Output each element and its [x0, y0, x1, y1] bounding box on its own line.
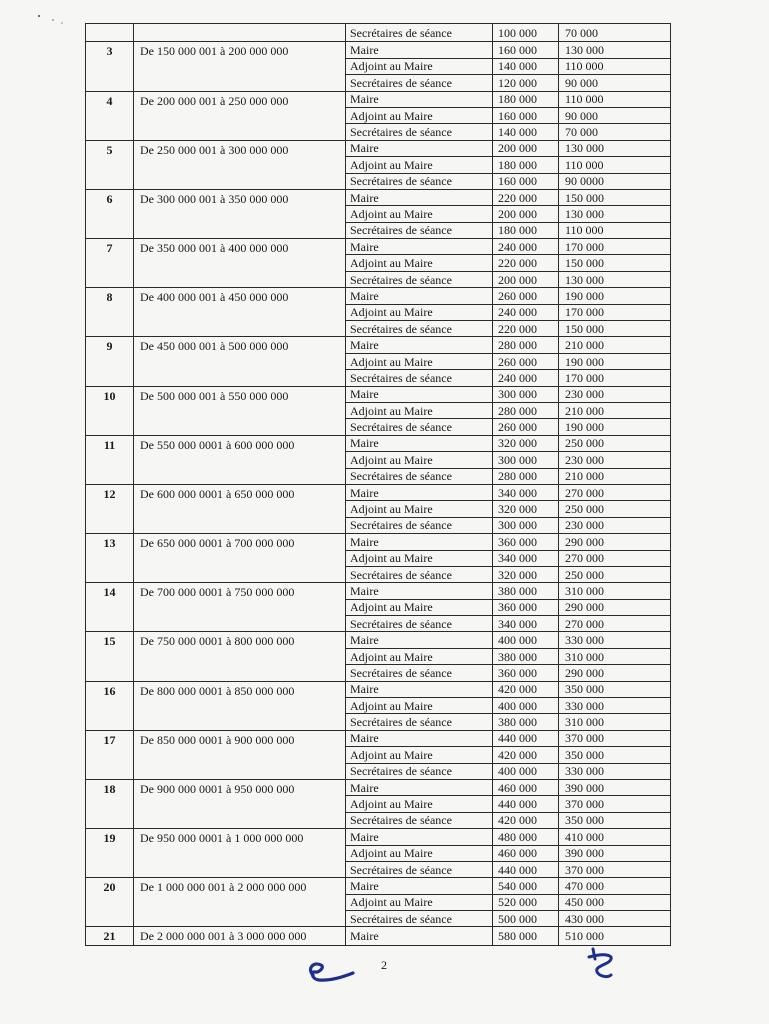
role-cell: Maire — [346, 140, 493, 156]
role-cell: Adjoint au Maire — [346, 452, 493, 468]
amount-cell: 440 000 — [493, 796, 559, 812]
amount-cell: 230 000 — [559, 452, 671, 468]
table-row — [86, 681, 671, 697]
role-cell: Secrétaires de séance — [346, 222, 493, 238]
amount-cell: 330 000 — [559, 632, 671, 648]
row-number-cell: 20 — [86, 878, 134, 927]
amount-cell: 260 000 — [493, 288, 559, 304]
amount-cell: 310 000 — [559, 714, 671, 730]
amount-cell: 230 000 — [559, 386, 671, 402]
amount-cell: 400 000 — [493, 763, 559, 779]
amount-cell: 390 000 — [559, 779, 671, 795]
table-row — [86, 779, 671, 795]
amount-cell: 70 000 — [559, 24, 671, 42]
amount-cell: 430 000 — [559, 911, 671, 927]
table-row — [86, 484, 671, 500]
amount-cell: 210 000 — [559, 337, 671, 353]
amount-cell: 150 000 — [559, 255, 671, 271]
amount-cell: 320 000 — [493, 566, 559, 582]
page-number: 2 — [381, 958, 387, 972]
amount-cell: 140 000 — [493, 124, 559, 140]
revenue-range-cell: De 550 000 0001 à 600 000 000 — [134, 435, 346, 484]
amount-cell: 280 000 — [493, 468, 559, 484]
amount-cell: 460 000 — [493, 779, 559, 795]
amount-cell: 110 000 — [559, 91, 671, 107]
table-row — [86, 24, 671, 42]
revenue-range-cell: De 250 000 001 à 300 000 000 — [134, 140, 346, 189]
row-number-cell: 9 — [86, 337, 134, 386]
role-cell: Secrétaires de séance — [346, 566, 493, 582]
amount-cell: 240 000 — [493, 304, 559, 320]
amount-cell: 200 000 — [493, 140, 559, 156]
table-row — [86, 435, 671, 451]
table-row — [86, 239, 671, 255]
revenue-range-cell: De 750 000 0001 à 800 000 000 — [134, 632, 346, 681]
role-cell: Adjoint au Maire — [346, 206, 493, 222]
amount-cell: 450 000 — [559, 894, 671, 910]
amount-cell: 290 000 — [559, 665, 671, 681]
amount-cell: 180 000 — [493, 222, 559, 238]
amount-cell: 520 000 — [493, 894, 559, 910]
role-cell: Maire — [346, 779, 493, 795]
amount-cell: 300 000 — [493, 452, 559, 468]
amount-cell: 180 000 — [493, 91, 559, 107]
amount-cell: 110 000 — [559, 157, 671, 173]
role-cell: Maire — [346, 386, 493, 402]
role-cell: Secrétaires de séance — [346, 714, 493, 730]
handwritten-signature-icon — [303, 955, 355, 985]
row-number-cell: 14 — [86, 583, 134, 632]
amount-cell: 580 000 — [493, 927, 559, 945]
role-cell: Adjoint au Maire — [346, 599, 493, 615]
amount-cell: 110 000 — [559, 222, 671, 238]
role-cell: Secrétaires de séance — [346, 911, 493, 927]
role-cell: Secrétaires de séance — [346, 616, 493, 632]
amount-cell: 300 000 — [493, 386, 559, 402]
role-cell: Maire — [346, 829, 493, 845]
amount-cell: 130 000 — [559, 140, 671, 156]
amount-cell: 330 000 — [559, 698, 671, 714]
amount-cell: 90 000 — [559, 75, 671, 91]
role-cell: Maire — [346, 927, 493, 945]
amount-cell: 510 000 — [559, 927, 671, 945]
amount-cell: 130 000 — [559, 271, 671, 287]
revenue-range-cell: De 850 000 0001 à 900 000 000 — [134, 730, 346, 779]
role-cell: Maire — [346, 288, 493, 304]
revenue-range-cell: De 650 000 0001 à 700 000 000 — [134, 534, 346, 583]
revenue-range-cell: De 350 000 001 à 400 000 000 — [134, 239, 346, 288]
row-number-cell: 21 — [86, 927, 134, 945]
amount-cell: 210 000 — [559, 402, 671, 418]
amount-cell: 400 000 — [493, 698, 559, 714]
amount-cell: 360 000 — [493, 665, 559, 681]
revenue-range-cell: De 2 000 000 001 à 3 000 000 000 — [134, 927, 346, 945]
role-cell: Secrétaires de séance — [346, 124, 493, 140]
role-cell: Maire — [346, 484, 493, 500]
row-number-cell: 8 — [86, 288, 134, 337]
row-number-cell: 5 — [86, 140, 134, 189]
revenue-range-cell: De 450 000 001 à 500 000 000 — [134, 337, 346, 386]
amount-cell: 500 000 — [493, 911, 559, 927]
amount-cell: 90 0000 — [559, 173, 671, 189]
revenue-range-cell — [134, 24, 346, 42]
role-cell: Maire — [346, 730, 493, 746]
role-cell: Adjoint au Maire — [346, 501, 493, 517]
amount-cell: 150 000 — [559, 321, 671, 337]
amount-cell: 330 000 — [559, 763, 671, 779]
role-cell: Maire — [346, 337, 493, 353]
role-cell: Secrétaires de séance — [346, 419, 493, 435]
amount-cell: 250 000 — [559, 501, 671, 517]
table-row — [86, 632, 671, 648]
role-cell: Maire — [346, 878, 493, 894]
amount-cell: 120 000 — [493, 75, 559, 91]
row-number-cell: 11 — [86, 435, 134, 484]
role-cell: Adjoint au Maire — [346, 796, 493, 812]
table-row — [86, 878, 671, 894]
revenue-range-cell: De 150 000 001 à 200 000 000 — [134, 42, 346, 91]
amount-cell: 360 000 — [493, 534, 559, 550]
role-cell: Adjoint au Maire — [346, 304, 493, 320]
allowance-table — [85, 23, 671, 946]
amount-cell: 220 000 — [493, 189, 559, 205]
role-cell: Adjoint au Maire — [346, 107, 493, 123]
role-cell: Secrétaires de séance — [346, 665, 493, 681]
revenue-range-cell: De 400 000 001 à 450 000 000 — [134, 288, 346, 337]
amount-cell: 440 000 — [493, 730, 559, 746]
row-number-cell: 13 — [86, 534, 134, 583]
revenue-range-cell: De 800 000 0001 à 850 000 000 — [134, 681, 346, 730]
amount-cell: 370 000 — [559, 730, 671, 746]
role-cell: Adjoint au Maire — [346, 747, 493, 763]
amount-cell: 190 000 — [559, 353, 671, 369]
role-cell: Maire — [346, 534, 493, 550]
row-number-cell: 17 — [86, 730, 134, 779]
role-cell: Adjoint au Maire — [346, 157, 493, 173]
amount-cell: 350 000 — [559, 681, 671, 697]
role-cell: Maire — [346, 239, 493, 255]
role-cell: Secrétaires de séance — [346, 75, 493, 91]
amount-cell: 340 000 — [493, 616, 559, 632]
role-cell: Maire — [346, 91, 493, 107]
amount-cell: 170 000 — [559, 370, 671, 386]
amount-cell: 350 000 — [559, 747, 671, 763]
revenue-range-cell: De 700 000 0001 à 750 000 000 — [134, 583, 346, 632]
amount-cell: 190 000 — [559, 288, 671, 304]
role-cell: Maire — [346, 681, 493, 697]
table-row — [86, 288, 671, 304]
role-cell: Secrétaires de séance — [346, 861, 493, 877]
amount-cell: 230 000 — [559, 517, 671, 533]
row-number-cell: 7 — [86, 239, 134, 288]
amount-cell: 320 000 — [493, 435, 559, 451]
amount-cell: 310 000 — [559, 648, 671, 664]
role-cell: Adjoint au Maire — [346, 698, 493, 714]
amount-cell: 160 000 — [493, 42, 559, 58]
amount-cell: 270 000 — [559, 484, 671, 500]
role-cell: Adjoint au Maire — [346, 353, 493, 369]
amount-cell: 240 000 — [493, 239, 559, 255]
amount-cell: 190 000 — [559, 419, 671, 435]
revenue-range-cell: De 200 000 001 à 250 000 000 — [134, 91, 346, 140]
table-row — [86, 42, 671, 58]
amount-cell: 420 000 — [493, 747, 559, 763]
row-number-cell: 15 — [86, 632, 134, 681]
revenue-range-cell: De 950 000 0001 à 1 000 000 000 — [134, 829, 346, 878]
amount-cell: 70 000 — [559, 124, 671, 140]
role-cell: Secrétaires de séance — [346, 370, 493, 386]
amount-cell: 250 000 — [559, 435, 671, 451]
row-number-cell — [86, 24, 134, 42]
revenue-range-cell: De 500 000 001 à 550 000 000 — [134, 386, 346, 435]
scan-marks-icon — [35, 10, 85, 25]
table-row — [86, 927, 671, 945]
amount-cell: 350 000 — [559, 812, 671, 828]
amount-cell: 460 000 — [493, 845, 559, 861]
role-cell: Secrétaires de séance — [346, 812, 493, 828]
amount-cell: 170 000 — [559, 304, 671, 320]
role-cell: Secrétaires de séance — [346, 468, 493, 484]
row-number-cell: 18 — [86, 779, 134, 828]
amount-cell: 440 000 — [493, 861, 559, 877]
amount-cell: 270 000 — [559, 616, 671, 632]
amount-cell: 370 000 — [559, 861, 671, 877]
amount-cell: 390 000 — [559, 845, 671, 861]
amount-cell: 360 000 — [493, 599, 559, 615]
amount-cell: 320 000 — [493, 501, 559, 517]
row-number-cell: 19 — [86, 829, 134, 878]
amount-cell: 90 000 — [559, 107, 671, 123]
table-row — [86, 91, 671, 107]
amount-cell: 160 000 — [493, 107, 559, 123]
amount-cell: 380 000 — [493, 714, 559, 730]
amount-cell: 470 000 — [559, 878, 671, 894]
amount-cell: 260 000 — [493, 353, 559, 369]
role-cell: Maire — [346, 42, 493, 58]
revenue-range-cell: De 1 000 000 001 à 2 000 000 000 — [134, 878, 346, 927]
amount-cell: 400 000 — [493, 632, 559, 648]
amount-cell: 420 000 — [493, 681, 559, 697]
table-row — [86, 583, 671, 599]
amount-cell: 100 000 — [493, 24, 559, 42]
amount-cell: 240 000 — [493, 370, 559, 386]
role-cell: Adjoint au Maire — [346, 894, 493, 910]
revenue-range-cell: De 900 000 0001 à 950 000 000 — [134, 779, 346, 828]
role-cell: Adjoint au Maire — [346, 255, 493, 271]
amount-cell: 160 000 — [493, 173, 559, 189]
revenue-range-cell: De 300 000 001 à 350 000 000 — [134, 189, 346, 238]
role-cell: Secrétaires de séance — [346, 763, 493, 779]
role-cell: Adjoint au Maire — [346, 648, 493, 664]
amount-cell: 260 000 — [493, 419, 559, 435]
amount-cell: 310 000 — [559, 583, 671, 599]
amount-cell: 200 000 — [493, 206, 559, 222]
amount-cell: 250 000 — [559, 566, 671, 582]
amount-cell: 480 000 — [493, 829, 559, 845]
amount-cell: 380 000 — [493, 583, 559, 599]
role-cell: Adjoint au Maire — [346, 550, 493, 566]
amount-cell: 180 000 — [493, 157, 559, 173]
revenue-range-cell: De 600 000 0001 à 650 000 000 — [134, 484, 346, 533]
role-cell: Adjoint au Maire — [346, 845, 493, 861]
row-number-cell: 4 — [86, 91, 134, 140]
amount-cell: 270 000 — [559, 550, 671, 566]
amount-cell: 290 000 — [559, 599, 671, 615]
role-cell: Maire — [346, 632, 493, 648]
row-number-cell: 10 — [86, 386, 134, 435]
row-number-cell: 12 — [86, 484, 134, 533]
amount-cell: 170 000 — [559, 239, 671, 255]
amount-cell: 140 000 — [493, 58, 559, 74]
amount-cell: 340 000 — [493, 484, 559, 500]
amount-cell: 200 000 — [493, 271, 559, 287]
amount-cell: 370 000 — [559, 796, 671, 812]
amount-cell: 340 000 — [493, 550, 559, 566]
amount-cell: 220 000 — [493, 321, 559, 337]
row-number-cell: 16 — [86, 681, 134, 730]
role-cell: Secrétaires de séance — [346, 173, 493, 189]
role-cell: Adjoint au Maire — [346, 402, 493, 418]
table-row — [86, 534, 671, 550]
amount-cell: 130 000 — [559, 42, 671, 58]
amount-cell: 380 000 — [493, 648, 559, 664]
role-cell: Secrétaires de séance — [346, 271, 493, 287]
amount-cell: 540 000 — [493, 878, 559, 894]
row-number-cell: 6 — [86, 189, 134, 238]
role-cell: Maire — [346, 583, 493, 599]
amount-cell: 290 000 — [559, 534, 671, 550]
amount-cell: 420 000 — [493, 812, 559, 828]
role-cell: Adjoint au Maire — [346, 58, 493, 74]
amount-cell: 410 000 — [559, 829, 671, 845]
handwritten-initial-icon — [585, 945, 615, 985]
table-row — [86, 140, 671, 156]
role-cell: Secrétaires de séance — [346, 321, 493, 337]
table-row — [86, 386, 671, 402]
amount-cell: 280 000 — [493, 337, 559, 353]
role-cell: Secrétaires de séance — [346, 517, 493, 533]
amount-cell: 210 000 — [559, 468, 671, 484]
amount-cell: 300 000 — [493, 517, 559, 533]
amount-cell: 130 000 — [559, 206, 671, 222]
table-row — [86, 829, 671, 845]
table-row — [86, 189, 671, 205]
table-row — [86, 337, 671, 353]
amount-cell: 280 000 — [493, 402, 559, 418]
table-row — [86, 730, 671, 746]
amount-cell: 220 000 — [493, 255, 559, 271]
role-cell: Maire — [346, 435, 493, 451]
row-number-cell: 3 — [86, 42, 134, 91]
role-cell: Maire — [346, 189, 493, 205]
amount-cell: 150 000 — [559, 189, 671, 205]
role-cell: Secrétaires de séance — [346, 24, 493, 42]
amount-cell: 110 000 — [559, 58, 671, 74]
